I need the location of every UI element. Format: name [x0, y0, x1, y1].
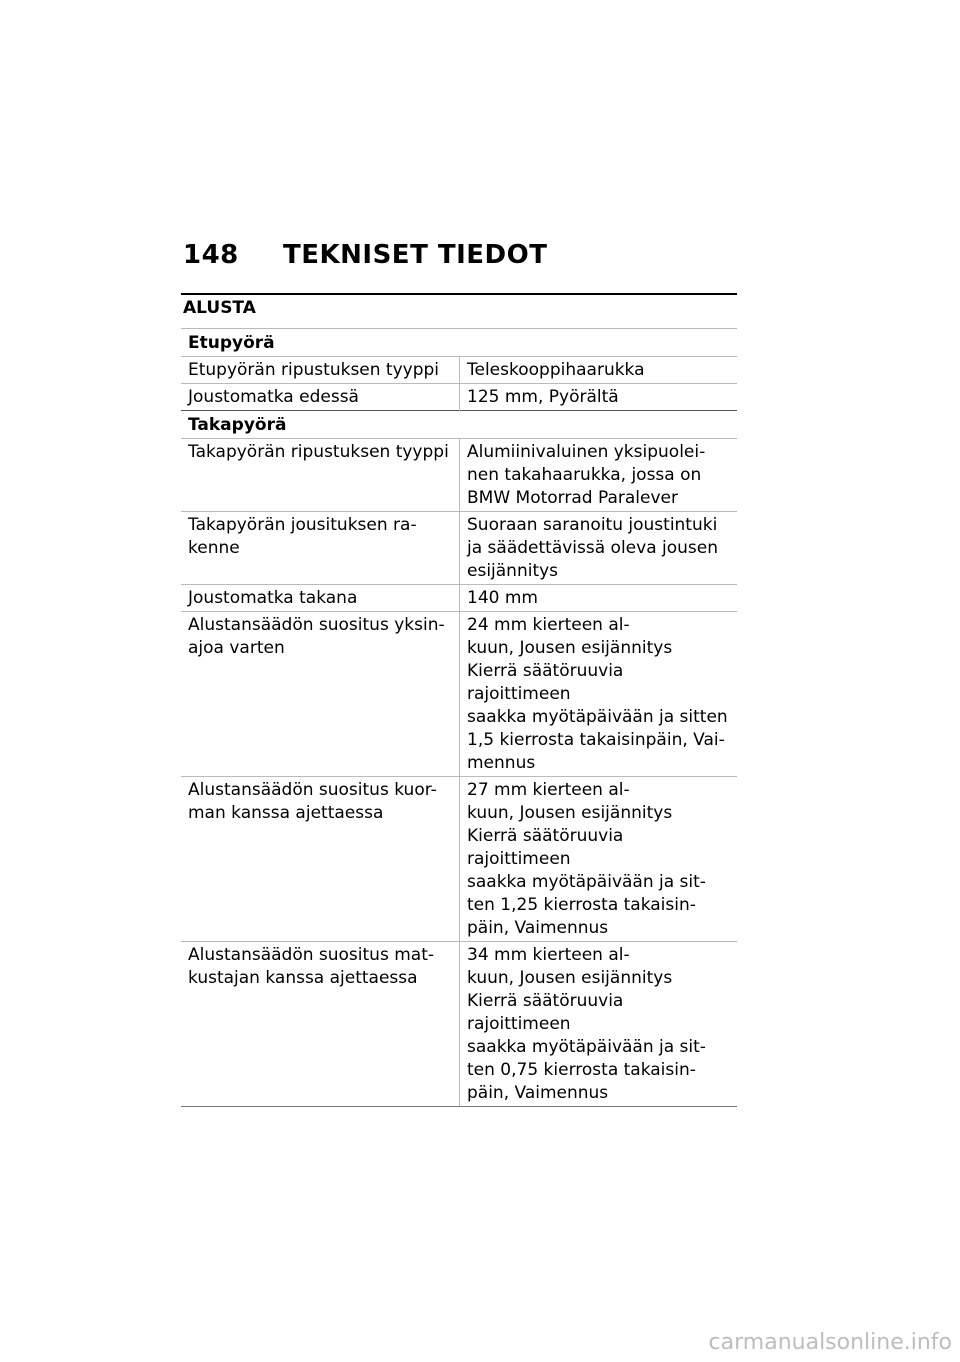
spec-value-line: saakka myötäpäivään ja sit- — [467, 1037, 706, 1057]
spec-value-line: Kierrä säätöruuvia rajoittimeen — [467, 661, 624, 704]
table-row — [181, 384, 737, 411]
table-row — [181, 512, 737, 585]
header-rule — [181, 293, 737, 295]
chapter-title: TEKNISET TIEDOT — [283, 240, 548, 270]
spec-value-line: ten 0,75 kierrosta takaisin- — [467, 1060, 696, 1080]
spec-value-line: kuun, Jousen esijännitys — [467, 638, 673, 658]
spec-value-line: ja säädettävissä oleva jousen — [467, 538, 719, 558]
table-row — [181, 439, 737, 512]
spec-value-line: nen takahaarukka, jossa on — [467, 465, 702, 485]
spec-value-line: Kierrä säätöruuvia rajoittimeen — [467, 826, 624, 869]
spec-value-line: 34 mm kierteen al- — [467, 945, 630, 965]
spec-value-line: Kierrä säätöruuvia rajoittimeen — [467, 991, 624, 1034]
spec-value-line: 125 mm, Pyörältä — [467, 387, 619, 407]
spec-value-line: Suoraan saranoitu joustintuki — [467, 515, 718, 535]
group-row — [181, 329, 737, 357]
table-row — [181, 942, 737, 1107]
spec-value-line: 1,5 kierrosta takaisinpäin, Vai- — [467, 730, 725, 750]
spec-label: Joustomatka edessä — [181, 384, 460, 411]
table-row — [181, 612, 737, 777]
spec-label: Joustomatka takana — [181, 585, 460, 612]
table-row — [181, 357, 737, 384]
spec-label: Alustansäädön suositus yksin- ajoa varten — [181, 612, 460, 777]
page-header — [183, 240, 547, 270]
spec-value-line: kuun, Jousen esijännitys — [467, 968, 673, 988]
spec-label: Takapyörän jousituksen ra- kenne — [181, 512, 460, 585]
spec-value-line: 24 mm kierteen al- — [467, 615, 630, 635]
watermark: carmanualsonline.info — [708, 1330, 952, 1355]
spec-value-line: 140 mm — [467, 588, 538, 608]
spec-value-line: päin, Vaimennus — [467, 1083, 609, 1103]
spec-value-line: esijännitys — [467, 561, 559, 581]
spec-label: Alustansäädön suositus mat- kustajan kanssa ajettaessa — [181, 942, 460, 1107]
group-title: Etupyörä — [181, 329, 737, 357]
spec-value — [460, 439, 738, 512]
spec-value-line: ten 1,25 kierrosta takaisin- — [467, 895, 696, 915]
spec-label: Alustansäädön suositus kuor- man kanssa ajettaessa — [181, 777, 460, 942]
table-row — [181, 585, 737, 612]
spec-value — [460, 777, 738, 942]
spec-value-line: mennus — [467, 753, 536, 773]
spec-value-line: saakka myötäpäivään ja sit- — [467, 872, 706, 892]
spec-value-line: päin, Vaimennus — [467, 918, 609, 938]
page-number: 148 — [183, 240, 239, 270]
spec-table — [181, 328, 737, 1107]
group-row — [181, 411, 737, 439]
spec-value-line: Teleskooppihaarukka — [467, 360, 645, 380]
spec-value-line: kuun, Jousen esijännitys — [467, 803, 673, 823]
spec-value-line: 27 mm kierteen al- — [467, 780, 630, 800]
spec-value — [460, 585, 738, 612]
table-row — [181, 777, 737, 942]
spec-value-line: BMW Motorrad Paralever — [467, 488, 678, 508]
spec-value — [460, 384, 738, 411]
spec-label: Etupyörän ripustuksen tyyppi — [181, 357, 460, 384]
section-title: ALUSTA — [183, 298, 256, 318]
spec-value-line: Alumiinivaluinen yksipuolei- — [467, 442, 706, 462]
spec-value — [460, 357, 738, 384]
spec-label: Takapyörän ripustuksen tyyppi — [181, 439, 460, 512]
spec-value — [460, 512, 738, 585]
spec-value — [460, 612, 738, 777]
group-title: Takapyörä — [181, 411, 737, 439]
spec-value-line: saakka myötäpäivään ja sitten — [467, 707, 728, 727]
spec-value — [460, 942, 738, 1107]
